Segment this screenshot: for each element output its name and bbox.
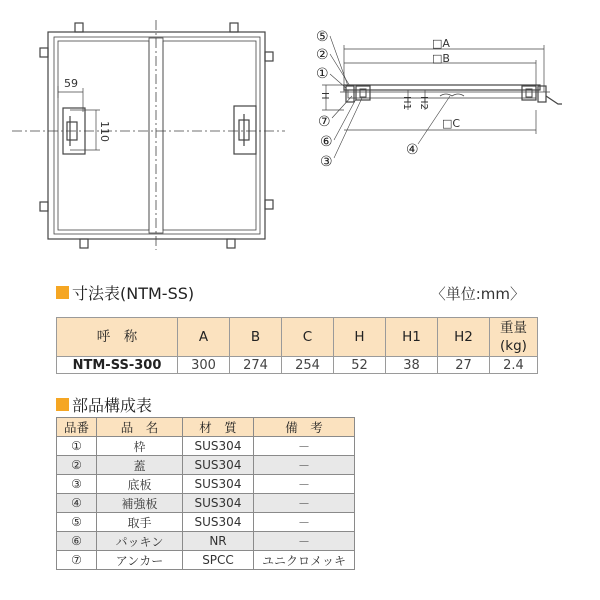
anchor-top-left: [75, 23, 83, 32]
svg-text:□C: □C: [442, 117, 461, 130]
parts-table-title: 部品構成表: [56, 393, 152, 416]
header-a: A: [178, 318, 230, 357]
parts-header-row: [57, 418, 355, 437]
svg-text:H: H: [319, 92, 330, 100]
table-row: ② 蓋 SUS304 －: [57, 456, 355, 475]
callout-5: ⑤: [316, 29, 329, 45]
value-h1: 38: [386, 357, 438, 374]
dim-110-label: 110: [98, 121, 111, 142]
callout-2: ②: [316, 47, 329, 63]
title-marker: [56, 398, 69, 411]
header-name: 呼 称: [57, 318, 178, 357]
callout-4: ④: [406, 142, 419, 158]
dimension-header-row: [57, 318, 538, 357]
dim-59-label: 59: [64, 77, 78, 90]
table-row: ⑦ アンカー SPCC ユニクロメッキ: [57, 551, 355, 570]
header-h: H: [334, 318, 386, 357]
unit-label: 〈単位:mm〉: [430, 285, 525, 303]
callout-7: ⑦: [318, 114, 331, 130]
anchor-top-right: [230, 23, 238, 32]
header-remarks: 備 考: [254, 418, 355, 437]
value-weight: 2.4: [490, 357, 538, 374]
frame-outer: [48, 32, 265, 239]
table-row: [57, 357, 538, 374]
header-material: 材 質: [183, 418, 254, 437]
title-marker: [56, 286, 69, 299]
section-view-drawing: [300, 0, 580, 190]
header-b: B: [230, 318, 282, 357]
callout-1: ①: [316, 66, 329, 82]
header-h2: H2: [438, 318, 490, 357]
dimension-table-title: 寸法表(NTM-SS): [56, 281, 194, 304]
svg-text:□B: □B: [432, 52, 450, 65]
header-weight: 重量 (kg): [490, 318, 538, 357]
header-c: C: [282, 318, 334, 357]
value-b: 274: [230, 357, 282, 374]
header-h1: H1: [386, 318, 438, 357]
value-c: 254: [282, 357, 334, 374]
dimension-table: [56, 317, 538, 374]
parts-table: [56, 417, 355, 570]
svg-text:H2: H2: [418, 96, 429, 110]
svg-text:H1: H1: [401, 96, 412, 110]
table-row: ④ 補強板 SUS304 －: [57, 494, 355, 513]
svg-text:□A: □A: [432, 37, 450, 50]
value-h: 52: [334, 357, 386, 374]
table-row: ③ 底板 SUS304 －: [57, 475, 355, 494]
value-a: 300: [178, 357, 230, 374]
header-part-name: 品 名: [97, 418, 183, 437]
callout-6: ⑥: [320, 134, 333, 150]
lid-plate: [344, 85, 540, 90]
value-h2: 27: [438, 357, 490, 374]
model-name: NTM-SS-300: [57, 357, 178, 374]
callout-3: ③: [320, 154, 333, 170]
handle-right: [234, 106, 256, 154]
plan-view-drawing: [0, 0, 290, 260]
header-part-no: 品番: [57, 418, 97, 437]
table-row: ① 枠 SUS304 －: [57, 437, 355, 456]
table-row: ⑥ パッキン NR －: [57, 532, 355, 551]
table-row: ⑤ 取手 SUS304 －: [57, 513, 355, 532]
